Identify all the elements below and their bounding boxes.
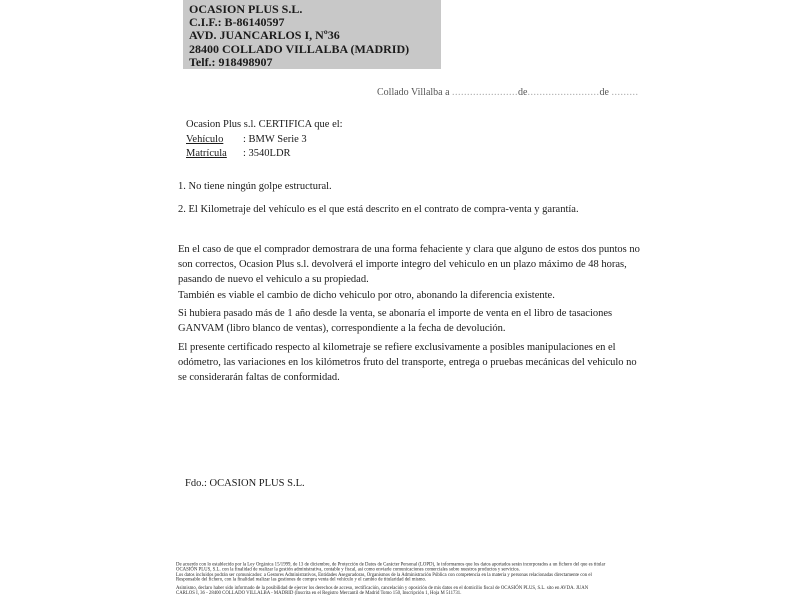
date-city-prefix: Collado Villalba a (377, 87, 453, 98)
date-month-blank: ........................ (527, 87, 600, 98)
legal-line: De acuerdo con lo establecido por la Ley Orgánica 15/1999, de 13 de diciembre, de Protección de Datos de Carácter Personal (LOPD), le informamos que los datos aportados serán incorporados a un fichero del que es titular (176, 561, 606, 567)
date-year-blank: ......... (611, 87, 639, 98)
paragraph-line: El presente certificado respecto al kilometraje se refiere exclusivamente a posibles manipulaciones en el (178, 342, 616, 353)
legal-line: CARLOS I, 36 - 28400 COLLADO VILLALBA - MADRID (Inscrita en el Registro Mercantil de Madrid Tomo 150, Inscripción 1, Hoja M 511731. (176, 590, 462, 596)
vehicle-label-wrap (186, 133, 243, 148)
legal-line: OCASIÓN PLUS, S.L. con la finalidad de realizar la gestión administrativa, contable y fiscal, así como enviarle comunicaciones comerciales sobre nuestros productos y servicios. (176, 566, 520, 572)
certify-block (186, 118, 343, 162)
paragraph-line: Si hubiera pasado más de 1 año desde la venta, se abonaría el importe de venta en el libro de tasaciones (178, 308, 613, 319)
signature-line: Fdo.: OCASION PLUS S.L. (185, 478, 305, 489)
company-city: 28400 COLLADO VILLALBA (MADRID) (189, 41, 410, 56)
plate-label: Matrícula (186, 148, 227, 159)
paragraph-line: GANVAM (libro blanco de ventas), correspondiente a la fecha de devolución. (178, 323, 506, 334)
point-1: 1. No tiene ningún golpe estructural. (178, 181, 332, 192)
legal-line: Asimismo, declaro haber sido informado de la posibilidad de ejercer los derechos de acceso, rectificación, cancelación y oposición de mis datos en el domicilio fiscal de OCASIÓN PLUS, S.L. sito en AVDA. JUAN (176, 585, 589, 591)
date-day-blank: ...................... (452, 87, 519, 98)
date-de-2: de (599, 87, 609, 98)
vehicle-label: Vehículo (186, 133, 224, 145)
paragraph-line: En el caso de que el comprador demostrara de una forma fehaciente y clara que alguno de estos dos puntos no (178, 244, 640, 255)
legal-fine-print (176, 562, 627, 596)
plate-separator: : (243, 148, 246, 159)
paragraph-refund (178, 242, 640, 287)
paragraph-line: son correctos, Ocasion Plus s.l. devolverá el importe integro del vehiculo en un plazo máximo de 48 horas, (178, 259, 627, 270)
paragraph-line: se considerarán faltas de conformidad. (178, 372, 340, 383)
plate-value: 3540LDR (248, 148, 291, 159)
company-cif: C.I.F.: B-86140597 (189, 15, 285, 30)
company-header-box (183, 0, 441, 69)
vehicle-field (186, 133, 343, 148)
paragraph-ganvam (178, 306, 612, 336)
legal-line: Responsable del fichero, con la finalidad realizar las gestiones de compra venta del vehículo y el cambio de titularidad del mismo. (176, 577, 427, 583)
paragraph-line: También es viable el cambio de dicho vehiculo por otro, abonando la diferencia existente. (178, 290, 555, 301)
company-phone: Telf.: 918498907 (189, 54, 273, 69)
legal-line: Los datos incluidos podrán ser comunicados: a Gestores Administrativos, Entidades Aseguradoras, Organismos de la Administración Pública con competencia en la materia y personas relacionadas directamente con el (176, 571, 592, 578)
paragraph-exchange (178, 288, 555, 303)
paragraph-odometer (178, 340, 637, 385)
plate-field (186, 147, 343, 162)
paragraph-line: odómetro, las variaciones en los kilómetros fruto del transporte, entrega o pruebas mecánicas del vehiculo no (178, 357, 637, 368)
certify-intro: Ocasion Plus s.l. CERTIFICA que el: (186, 119, 343, 130)
plate-label-wrap (186, 147, 243, 162)
paragraph-line: pasando de nuevo el vehiculo a su propiedad. (178, 274, 369, 285)
date-line (377, 87, 638, 98)
date-de-1: de (518, 87, 528, 98)
point-2: 2. El Kilometraje del vehículo es el que está descrito en el contrato de compra-venta y garantía. (178, 204, 579, 215)
company-address: AVD. JUANCARLOS I, Nº36 (189, 28, 340, 43)
vehicle-value: BMW Serie 3 (248, 133, 307, 145)
vehicle-separator: : (243, 133, 246, 145)
company-name: OCASION PLUS S.L. (189, 2, 303, 16)
